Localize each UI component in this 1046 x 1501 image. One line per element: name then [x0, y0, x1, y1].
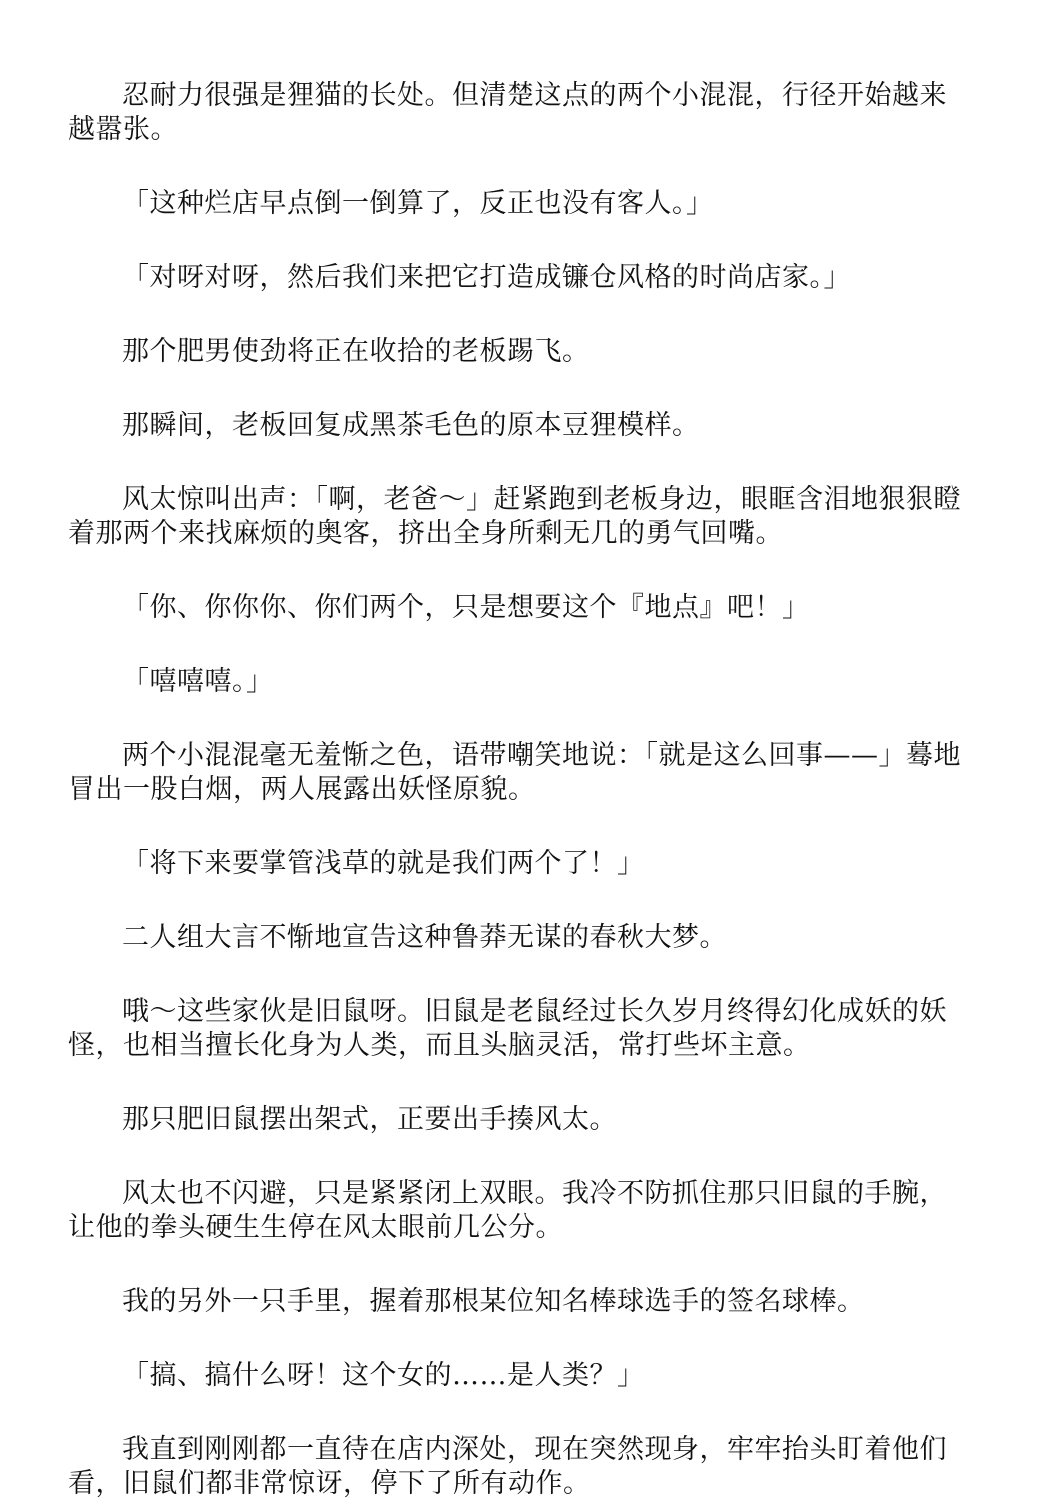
paragraph: 那瞬间，老板回复成黑茶毛色的原本豆狸模样。 [122, 410, 700, 441]
paragraph: 我直到刚刚都一直待在店内深处，现在突然现身，牢牢抬头盯着他们看，旧鼠们都非常惊讶，停下了所有动作。 [68, 1434, 947, 1499]
paragraph: 二人组大言不惭地宣告这种鲁莽无谋的春秋大梦。 [122, 922, 727, 953]
paragraph: 「将下来要掌管浅草的就是我们两个了！」 [122, 848, 645, 879]
paragraph: 「你、你你你、你们两个，只是想要这个『地点』吧！」 [122, 592, 810, 623]
paragraph: 「对呀对呀，然后我们来把它打造成镰仓风格的时尚店家。」 [122, 262, 851, 293]
paragraph: 风太惊叫出声：「啊，老爸～」赶紧跑到老板身边，眼眶含泪地狠狠瞪着那两个来找麻烦的奥客，挤出全身所剩无几的勇气回嘴。 [68, 484, 961, 549]
paragraph: 我的另外一只手里，握着那根某位知名棒球选手的签名球棒。 [122, 1286, 865, 1317]
paragraph: 「嘻嘻嘻。」 [122, 666, 274, 697]
paragraph: 哦～这些家伙是旧鼠呀。旧鼠是老鼠经过长久岁月终得幻化成妖的妖怪，也相当擅长化身为人类，而且头脑灵活，常打些坏主意。 [68, 996, 947, 1061]
paragraph: 那个肥男使劲将正在收拾的老板踢飞。 [122, 336, 590, 367]
paragraph: 「搞、搞什么呀！这个女的……是人类？」 [122, 1360, 645, 1391]
paragraph: 忍耐力很强是狸猫的长处。但清楚这点的两个小混混，行径开始越来越嚣张。 [68, 80, 947, 145]
paragraph: 两个小混混毫无羞惭之色，语带嘲笑地说：「就是这么回事——」蓦地冒出一股白烟，两人展露出妖怪原貌。 [68, 740, 961, 805]
paragraph: 「这种烂店早点倒一倒算了，反正也没有客人。」 [122, 188, 714, 219]
paragraph: 那只肥旧鼠摆出架式，正要出手揍风太。 [122, 1104, 617, 1135]
paragraph: 风太也不闪避，只是紧紧闭上双眼。我冷不防抓住那只旧鼠的手腕，让他的拳头硬生生停在风太眼前几公分。 [68, 1178, 947, 1243]
